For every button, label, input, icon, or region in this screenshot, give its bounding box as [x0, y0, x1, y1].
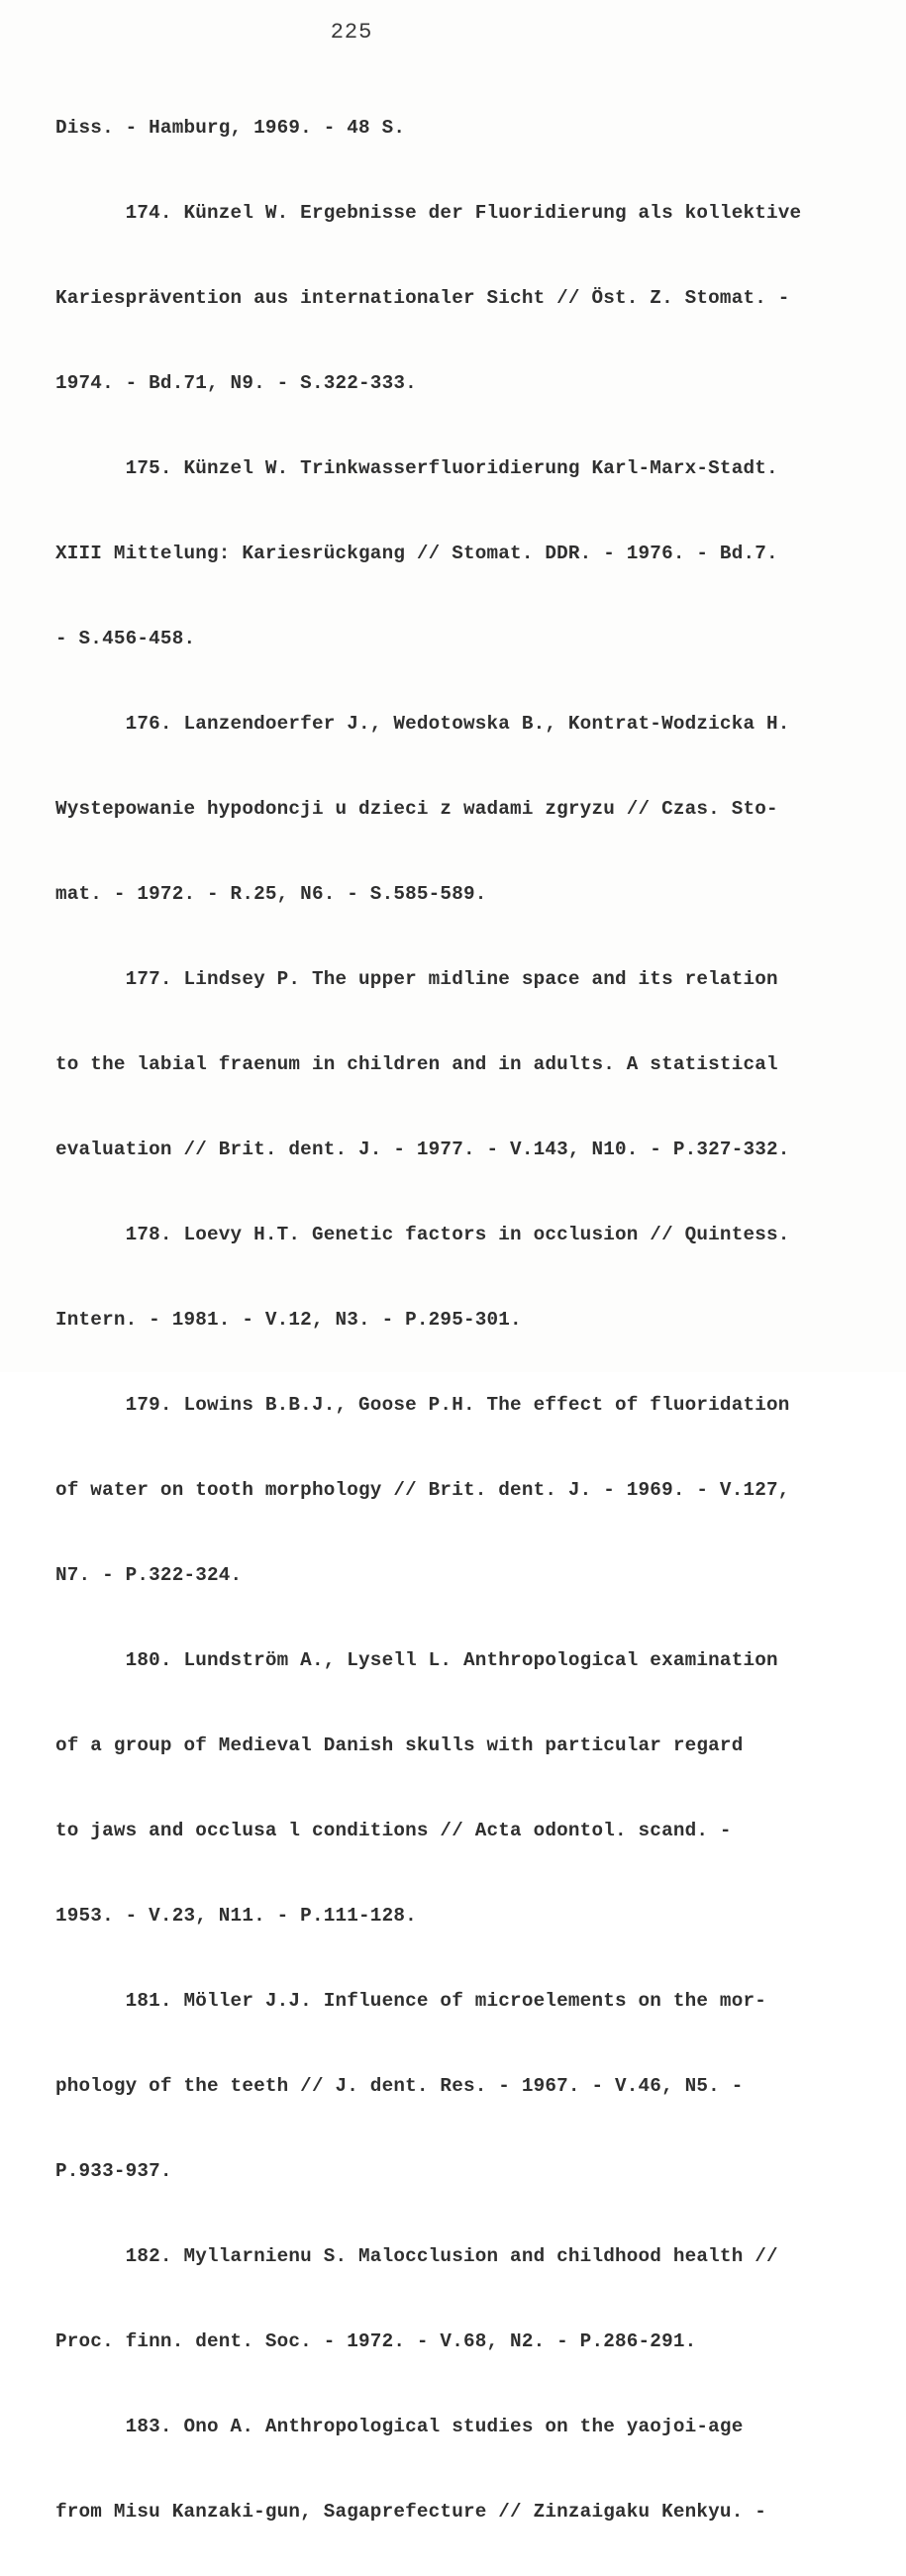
reference-line: 181. Möller J.J. Influence of microelements on the mor- [55, 1990, 767, 2012]
reference-line: to the labial fraenum in children and in adults. A statistical [55, 1053, 778, 1075]
reference-line: Proc. finn. dent. Soc. - 1972. - V.68, N2. - P.286-291. [55, 2330, 697, 2352]
reference-line: phology of the teeth // J. dent. Res. - 1967. - V.46, N5. - [55, 2075, 744, 2097]
reference-line: evaluation // Brit. dent. J. - 1977. - V.143, N10. - P.327-332. [55, 1139, 790, 1160]
reference-line: 178. Loevy H.T. Genetic factors in occlusion // Quintess. [55, 1224, 790, 1245]
reference-line: N7. - P.322-324. [55, 1564, 243, 1586]
reference-line: to jaws and occlusa l conditions // Acta odontol. scand. - [55, 1820, 732, 1841]
reference-line: of a group of Medieval Danish skulls with particular regard [55, 1734, 744, 1756]
reference-line: of water on tooth morphology // Brit. dent. J. - 1969. - V.127, [55, 1479, 790, 1501]
reference-line: XIII Mittelung: Kariesrückgang // Stomat. DDR. - 1976. - Bd.7. [55, 543, 778, 564]
reference-line: 176. Lanzendoerfer J., Wedotowska B., Kontrat-Wodzicka H. [55, 713, 790, 735]
reference-line: 1974. - Bd.71, N9. - S.322-333. [55, 372, 417, 394]
reference-line: 174. Künzel W. Ergebnisse der Fluoridierung als kollektive [55, 202, 802, 224]
reference-line: 1953. - V.23, N11. - P.111-128. [55, 1905, 417, 1927]
reference-line: Intern. - 1981. - V.12, N3. - P.295-301. [55, 1309, 522, 1331]
page-number: 225 [330, 20, 373, 45]
reference-line: 183. Ono A. Anthropological studies on the yaojoi-age [55, 2416, 744, 2437]
reference-list [55, 63, 859, 2576]
reference-line: 177. Lindsey P. The upper midline space and its relation [55, 968, 778, 990]
reference-line: mat. - 1972. - R.25, N6. - S.585-589. [55, 883, 487, 905]
reference-line: 182. Myllarnienu S. Malocclusion and childhood health // [55, 2245, 778, 2267]
reference-line: 175. Künzel W. Trinkwasserfluoridierung Karl-Marx-Stadt. [55, 457, 778, 479]
reference-line: 180. Lundström A., Lysell L. Anthropological examination [55, 1649, 778, 1671]
reference-line: Diss. - Hamburg, 1969. - 48 S. [55, 117, 406, 139]
reference-line: - S.456-458. [55, 628, 196, 649]
reference-line: Wystepowanie hypodoncji u dzieci z wadami zgryzu // Czas. Sto- [55, 798, 778, 820]
reference-line: P.933-937. [55, 2160, 172, 2182]
reference-line: 179. Lowins B.B.J., Goose P.H. The effect of fluoridation [55, 1394, 790, 1416]
reference-line: Kariesprävention aus internationaler Sicht // Öst. Z. Stomat. - [55, 287, 790, 309]
reference-line: from Misu Kanzaki-gun, Sagaprefecture // Zinzaigaku Kenkyu. - [55, 2501, 767, 2523]
